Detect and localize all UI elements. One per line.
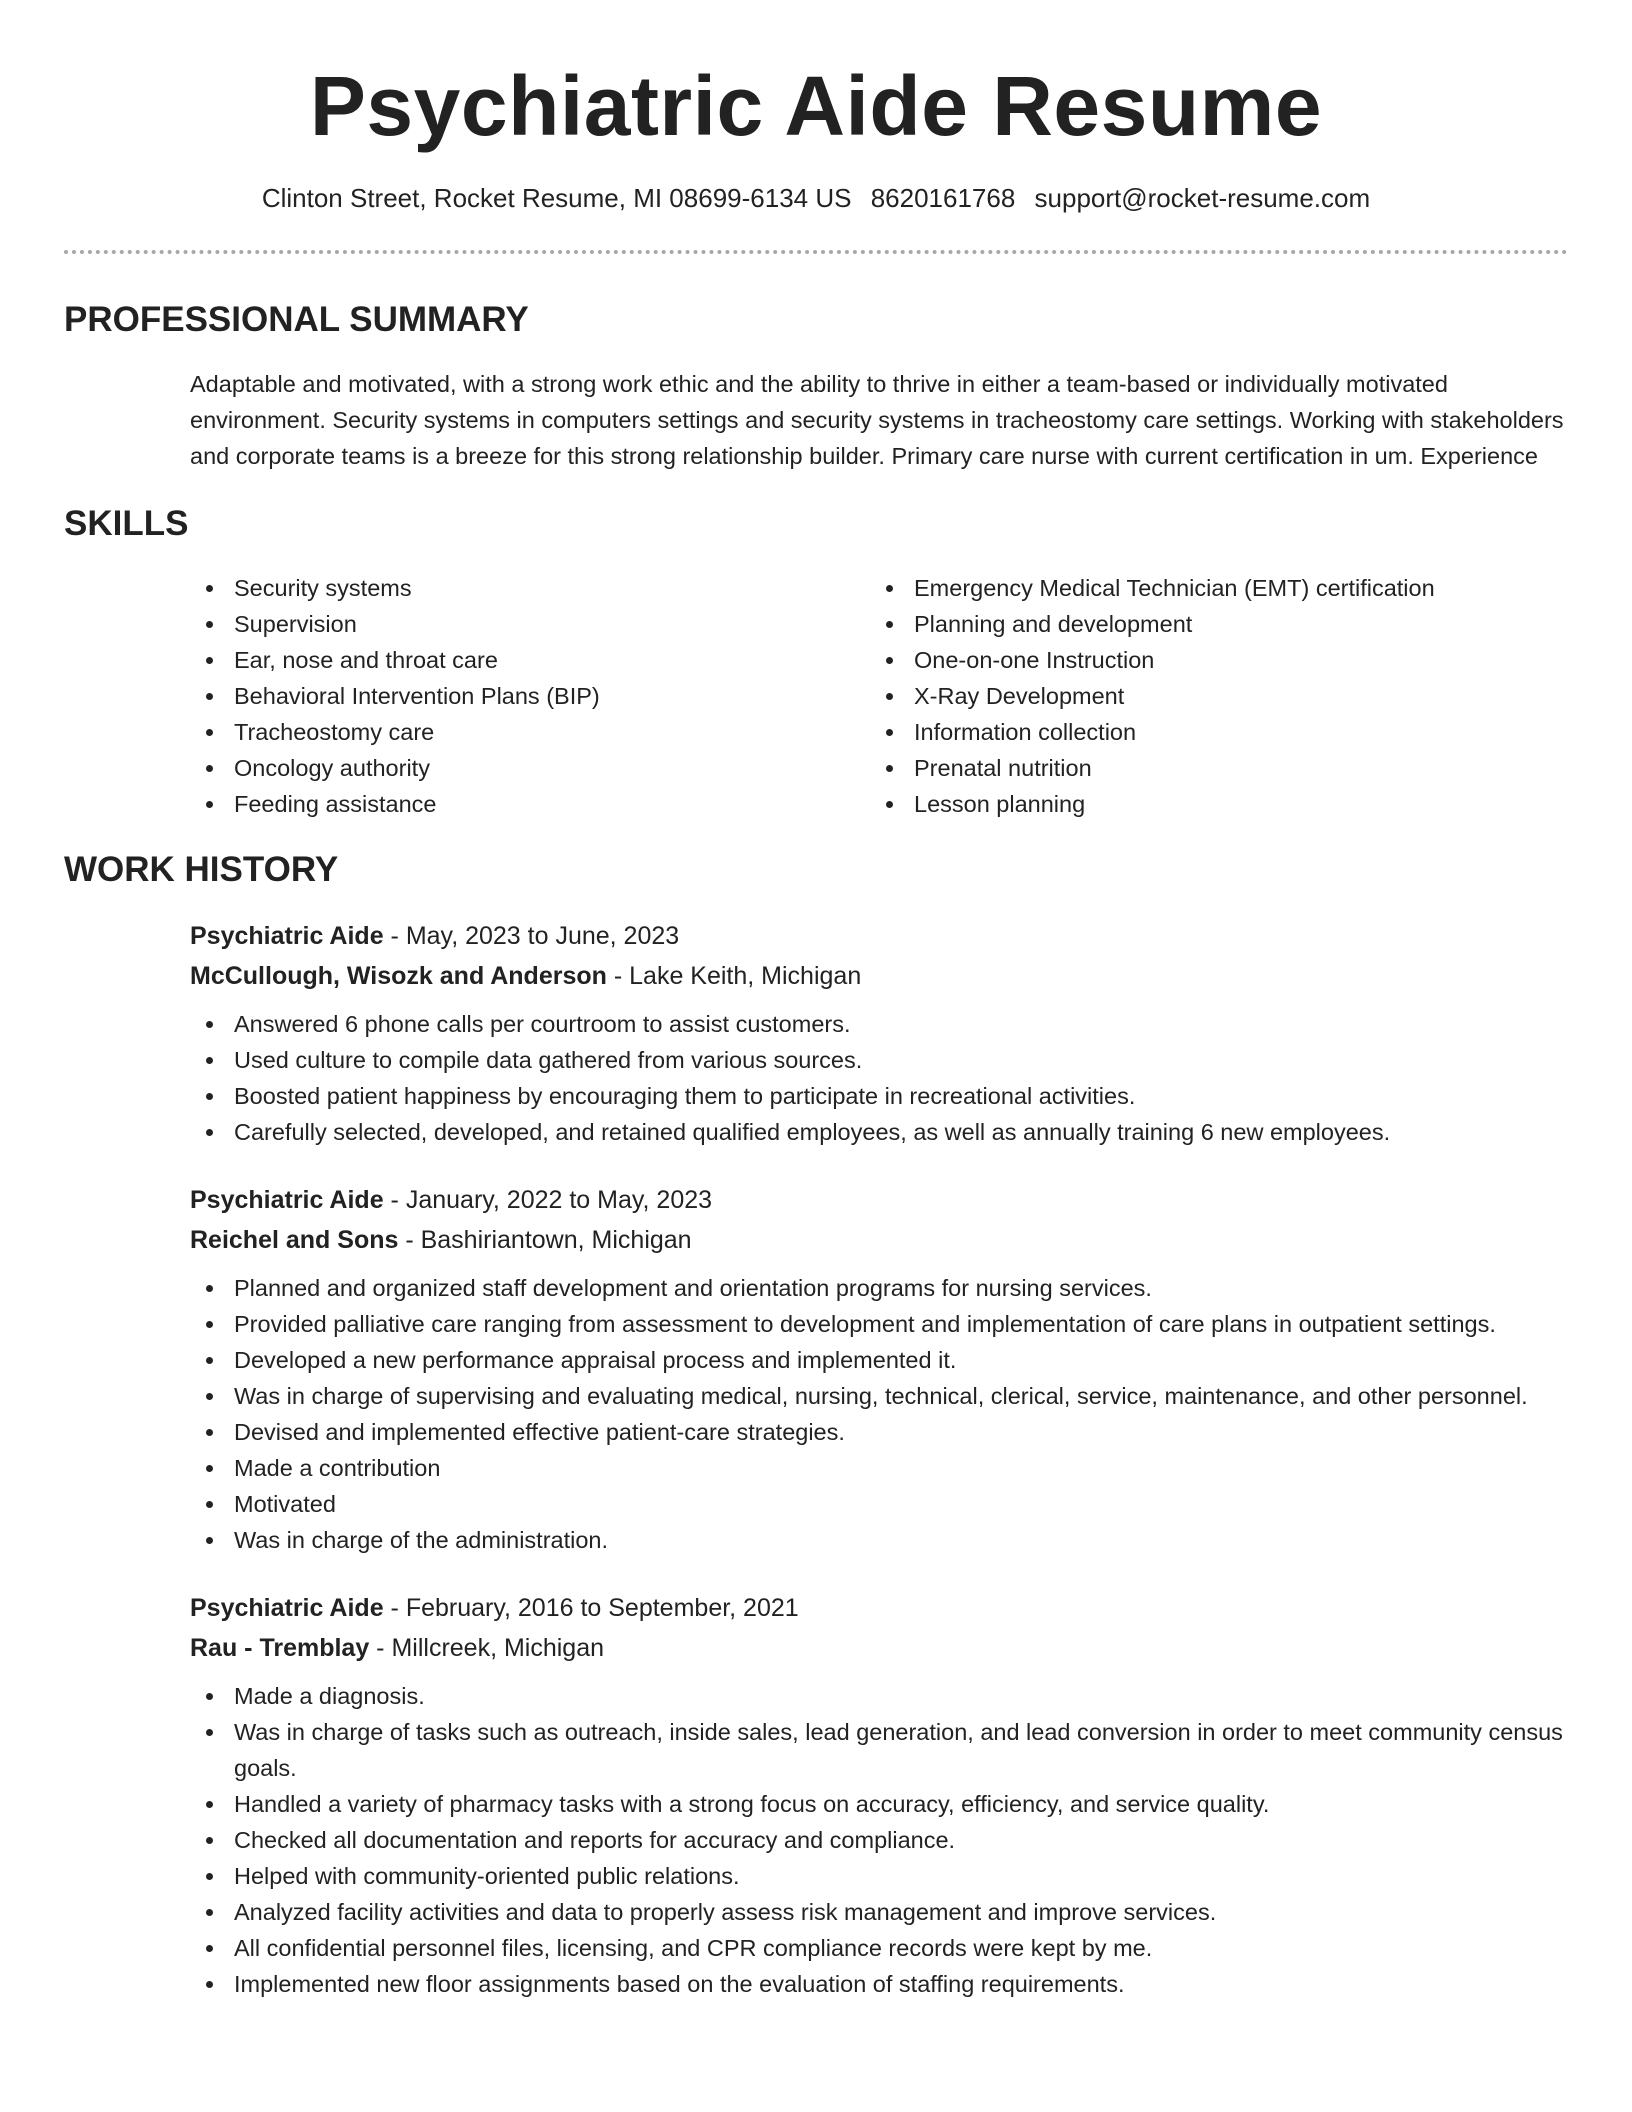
skill-item: Information collection [870,714,1435,750]
skill-item: Behavioral Intervention Plans (BIP) [190,678,870,714]
contact-phone: 8620161768 [870,183,1016,213]
skill-item: Tracheostomy care [190,714,870,750]
header-divider [64,250,1568,254]
skills-columns [190,570,1568,822]
job-duty: All confidential personnel files, licensing, and CPR compliance records were kept by me. [190,1930,1568,1966]
job-duty: Made a diagnosis. [190,1678,1568,1714]
job-company: Reichel and Sons [190,1226,399,1254]
job-duty: Made a contribution [190,1450,1568,1486]
job-title-line [190,1180,1568,1220]
skill-item: Feeding assistance [190,786,870,822]
skill-item: Lesson planning [870,786,1435,822]
job-location: - Lake Keith, Michigan [606,962,862,990]
resume-title: Psychiatric Aide Resume [309,59,1323,153]
job-dates: - February, 2016 to September, 2021 [383,1594,799,1622]
job-duty: Provided palliative care ranging from assessment to development and implementation of care plans in outpatient settings. [190,1306,1568,1342]
job-duty: Answered 6 phone calls per courtroom to assist customers. [190,1006,1568,1042]
job-duty: Helped with community-oriented public relations. [190,1858,1568,1894]
job-duty: Implemented new floor assignments based on the evaluation of staffing requirements. [190,1966,1568,2002]
job-duty: Carefully selected, developed, and retained qualified employees, as well as annually training 6 new employees. [190,1114,1568,1150]
skill-item: Planning and development [870,606,1435,642]
skill-item: Emergency Medical Technician (EMT) certification [870,570,1435,606]
job-duty: Developed a new performance appraisal process and implemented it. [190,1342,1568,1378]
job-company-line [190,1628,1568,1668]
skill-item: Oncology authority [190,750,870,786]
job-entry [190,1180,1568,1558]
job-duty: Motivated [190,1486,1568,1522]
job-duty: Was in charge of tasks such as outreach, inside sales, lead generation, and lead conversion in order to meet community census goals. [190,1714,1568,1786]
job-duties [190,1678,1568,2002]
job-company: McCullough, Wisozk and Anderson [190,962,607,990]
skill-item: One-on-one Instruction [870,642,1435,678]
skills-section [64,502,1568,822]
job-duty: Was in charge of the administration. [190,1522,1568,1558]
summary-heading: PROFESSIONAL SUMMARY [64,300,529,339]
job-duty: Devised and implemented effective patient-care strategies. [190,1414,1568,1450]
professional-summary-section [64,298,1568,474]
job-location: - Millcreek, Michigan [369,1634,605,1662]
job-duty: Handled a variety of pharmacy tasks with a strong focus on accuracy, efficiency, and service quality. [190,1786,1568,1822]
job-dates: - May, 2023 to June, 2023 [383,922,680,950]
job-duty: Planned and organized staff development and orientation programs for nursing services. [190,1270,1568,1306]
job-company-line [190,1220,1568,1260]
job-dates: - January, 2022 to May, 2023 [383,1186,713,1214]
job-title-line [190,1588,1568,1628]
job-entry [190,1588,1568,2002]
summary-text: Adaptable and motivated, with a strong work ethic and the ability to thrive in either a team-based or individually motivated environment. Security systems in computers settings and security systems in tracheostomy care settings. Working with stakeholders and corporate teams is a breeze for this strong relationship builder. Primary care nurse with current certification in um. Experience [190,371,1564,469]
job-duty: Used culture to compile data gathered from various sources. [190,1042,1568,1078]
job-company-line [190,956,1568,996]
skill-item: Prenatal nutrition [870,750,1435,786]
skill-item: X-Ray Development [870,678,1435,714]
job-title: Psychiatric Aide [190,1594,384,1622]
job-location: - Bashiriantown, Michigan [398,1226,692,1254]
job-duties [190,1006,1568,1150]
skill-item: Ear, nose and throat care [190,642,870,678]
job-title-line [190,916,1568,956]
work-history-heading: WORK HISTORY [64,850,339,889]
job-title: Psychiatric Aide [190,1186,384,1214]
job-duty: Checked all documentation and reports for accuracy and compliance. [190,1822,1568,1858]
skill-item: Security systems [190,570,870,606]
skills-heading: SKILLS [64,504,189,543]
contact-line [64,180,1568,216]
job-duty: Boosted patient happiness by encouraging them to participate in recreational activities. [190,1078,1568,1114]
job-duty: Analyzed facility activities and data to properly assess risk management and improve services. [190,1894,1568,1930]
skills-list-left [190,570,870,822]
skills-list-right [870,570,1435,822]
job-entry [190,916,1568,1150]
contact-email: support@rocket-resume.com [1034,183,1371,213]
contact-address: Clinton Street, Rocket Resume, MI 08699-6134 US [261,183,852,213]
job-duties [190,1270,1568,1558]
skill-item: Supervision [190,606,870,642]
job-duty: Was in charge of supervising and evaluating medical, nursing, technical, clerical, service, maintenance, and other personnel. [190,1378,1568,1414]
work-history-section [64,848,1568,2002]
job-company: Rau - Tremblay [190,1634,370,1662]
job-title: Psychiatric Aide [190,922,384,950]
